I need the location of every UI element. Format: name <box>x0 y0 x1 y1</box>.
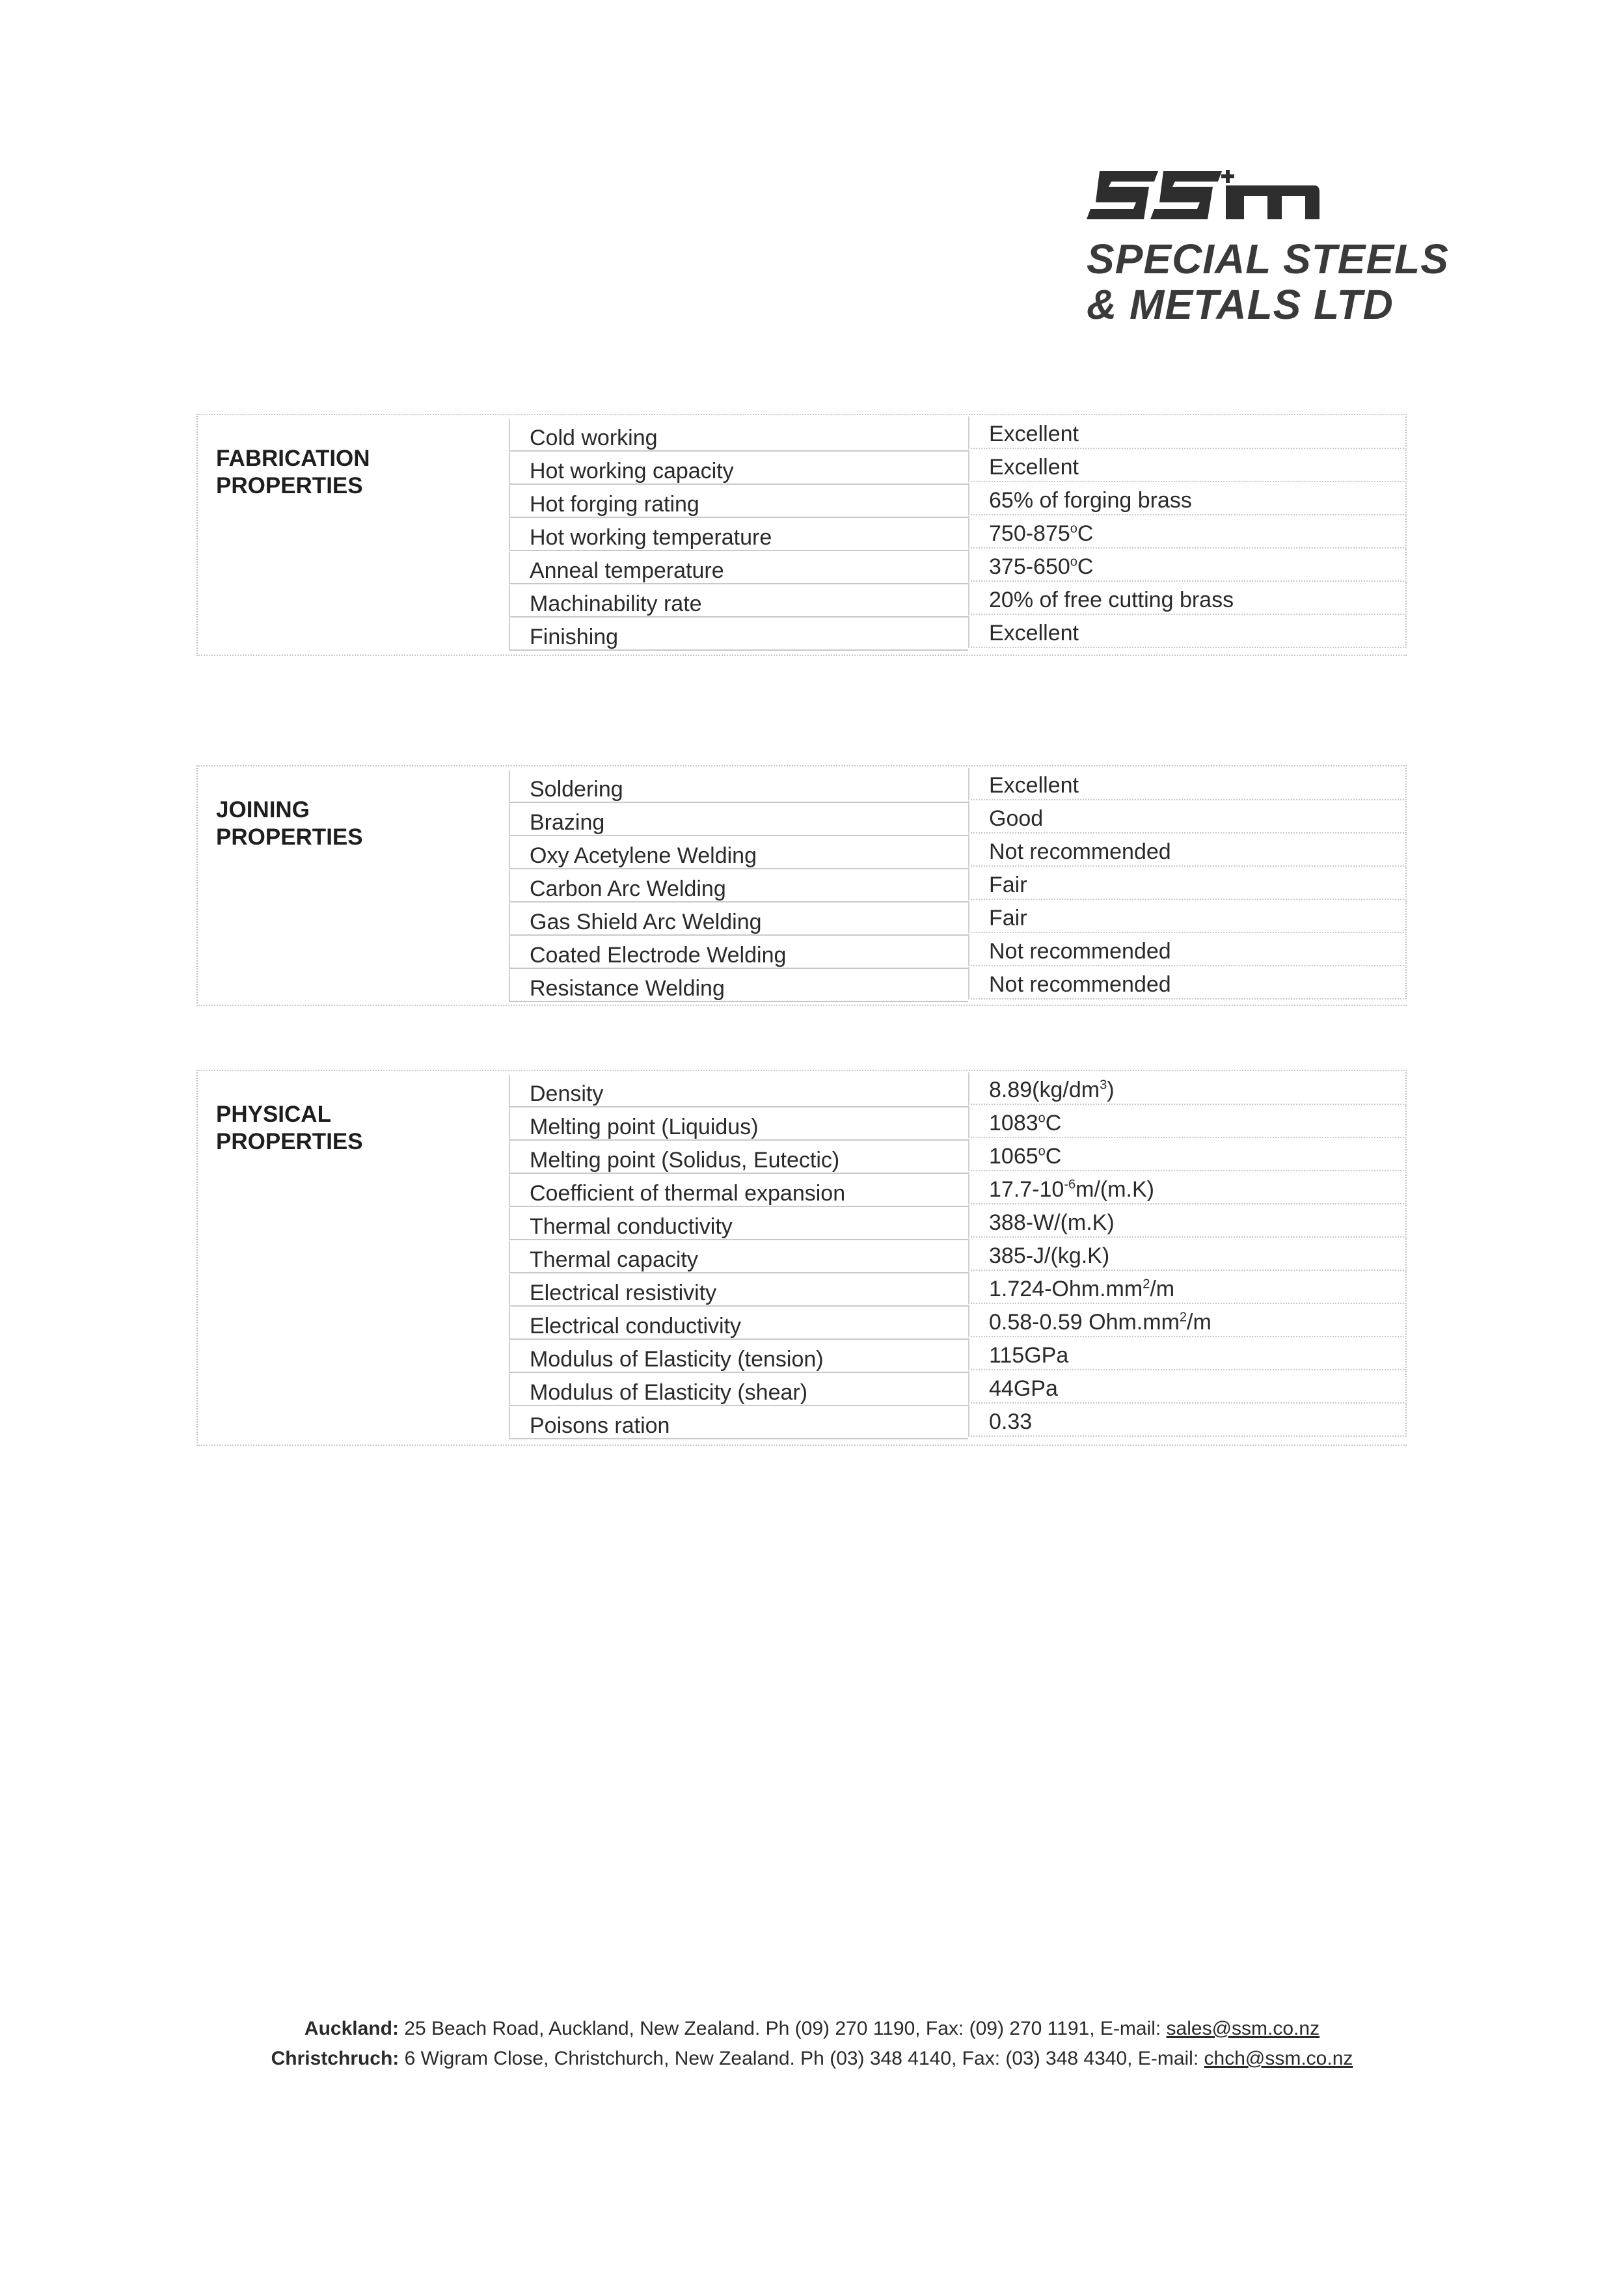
table-row <box>509 1175 1407 1208</box>
property-value <box>968 1172 1407 1204</box>
value-text: 388-W/(m.K) <box>989 1210 1115 1235</box>
property-value <box>968 416 1407 449</box>
value-text: 375-650 <box>989 554 1070 579</box>
property-name: Coefficient of thermal expansion <box>509 1175 968 1207</box>
value-superscript: o <box>1070 521 1077 536</box>
table-row <box>509 1274 1407 1307</box>
table-row <box>509 1407 1407 1440</box>
property-value <box>968 967 1407 999</box>
property-value <box>968 1338 1407 1370</box>
value-text: Fair <box>989 873 1027 897</box>
table-row <box>509 837 1407 870</box>
property-value <box>968 1404 1407 1437</box>
property-name: Modulus of Elasticity (tension) <box>509 1340 968 1373</box>
property-name: Resistance Welding <box>509 970 968 1002</box>
property-name: Brazing <box>509 804 968 836</box>
property-name: Modulus of Elasticity (shear) <box>509 1374 968 1406</box>
property-value <box>968 801 1407 834</box>
table-row <box>509 519 1407 552</box>
value-superscript: 3 <box>1100 1078 1107 1093</box>
company-logo <box>1087 166 1490 327</box>
value-superscript: 2 <box>1179 1310 1187 1325</box>
table-row <box>509 618 1407 651</box>
property-name: Soldering <box>509 770 968 803</box>
footer-auckland <box>0 2014 1624 2044</box>
value-text: 20% of free cutting brass <box>989 588 1234 612</box>
table-row <box>509 452 1407 485</box>
value-unit: /m <box>1150 1277 1175 1301</box>
value-unit: C <box>1045 1144 1062 1169</box>
table-row <box>509 1241 1407 1274</box>
property-name: Thermal capacity <box>509 1241 968 1273</box>
property-name: Electrical resistivity <box>509 1274 968 1307</box>
value-text: Excellent <box>989 621 1079 645</box>
property-value <box>968 1271 1407 1304</box>
value-text: 17.7-10 <box>989 1177 1064 1202</box>
property-name: Cold working <box>509 419 968 452</box>
value-text: Fair <box>989 906 1027 930</box>
value-text: 1083 <box>989 1111 1038 1135</box>
table-row <box>509 770 1407 804</box>
property-name: Density <box>509 1075 968 1107</box>
property-value <box>968 483 1407 515</box>
property-name: Thermal conductivity <box>509 1208 968 1240</box>
property-value <box>968 582 1407 615</box>
property-name: Anneal temperature <box>509 552 968 584</box>
property-name: Poisons ration <box>509 1407 968 1439</box>
value-unit: ) <box>1107 1078 1115 1102</box>
property-name: Finishing <box>509 618 968 651</box>
value-unit: C <box>1077 554 1094 579</box>
value-text: Excellent <box>989 455 1079 480</box>
property-value <box>968 1305 1407 1337</box>
property-name: Hot working temperature <box>509 519 968 551</box>
value-text: Excellent <box>989 422 1079 446</box>
property-name: Hot forging rating <box>509 485 968 518</box>
value-unit: m/(m.K) <box>1076 1177 1154 1202</box>
table-row <box>509 1307 1407 1340</box>
property-name: Melting point (Liquidus) <box>509 1108 968 1141</box>
email-link[interactable]: sales@ssm.co.nz <box>1166 2018 1320 2039</box>
property-value <box>968 834 1407 867</box>
value-text: Not recommended <box>989 839 1171 864</box>
property-value <box>968 901 1407 933</box>
table-row <box>509 970 1407 1003</box>
brand-name-line-2: & METALS LTD <box>1087 281 1394 328</box>
value-text: Good <box>989 806 1044 831</box>
fabrication-properties-table <box>196 414 1407 656</box>
value-text: 385-J/(kg.K) <box>989 1243 1110 1268</box>
value-superscript: -6 <box>1064 1177 1076 1192</box>
table-row <box>509 804 1407 837</box>
value-superscript: o <box>1038 1111 1046 1126</box>
property-value <box>968 867 1407 900</box>
footer-city-label: Christchruch: <box>271 2048 399 2069</box>
property-value <box>968 1371 1407 1404</box>
property-name: Oxy Acetylene Welding <box>509 837 968 869</box>
table-row <box>509 936 1407 970</box>
table-row <box>509 870 1407 903</box>
table-row <box>509 1374 1407 1407</box>
table-row <box>509 1075 1407 1108</box>
footer-contact <box>0 2014 1624 2074</box>
section-label: JOINING PROPERTIES <box>216 797 363 850</box>
table-row <box>509 1340 1407 1374</box>
footer-city-label: Auckland: <box>304 2018 399 2039</box>
property-name: Coated Electrode Welding <box>509 936 968 969</box>
section-label: FABRICATION PROPERTIES <box>216 446 370 498</box>
value-text: Not recommended <box>989 939 1171 964</box>
property-value <box>968 1106 1407 1138</box>
table-row <box>509 485 1407 519</box>
brand-name-line-1: SPECIAL STEELS <box>1087 236 1449 282</box>
property-value <box>968 1139 1407 1171</box>
value-text: 115GPa <box>989 1343 1069 1368</box>
value-superscript: 2 <box>1143 1277 1150 1292</box>
section-label: PHYSICAL PROPERTIES <box>216 1102 363 1154</box>
value-text: 750-875 <box>989 521 1070 546</box>
value-text: Not recommended <box>989 972 1171 997</box>
value-superscript: o <box>1038 1144 1046 1159</box>
property-value <box>968 1238 1407 1271</box>
value-text: 44GPa <box>989 1376 1058 1401</box>
table-row <box>509 1141 1407 1175</box>
property-name: Electrical conductivity <box>509 1307 968 1340</box>
property-value <box>968 616 1407 648</box>
table-row <box>509 903 1407 936</box>
property-value <box>968 768 1407 800</box>
physical-properties-table <box>196 1070 1407 1446</box>
property-value <box>968 1072 1407 1105</box>
value-superscript: o <box>1070 554 1077 569</box>
property-name: Carbon Arc Welding <box>509 870 968 903</box>
email-link[interactable]: chch@ssm.co.nz <box>1204 2048 1353 2069</box>
property-name: Hot working capacity <box>509 452 968 485</box>
property-value <box>968 1205 1407 1238</box>
footer-address: 25 Beach Road, Auckland, New Zealand. Ph (09) 270 1190, Fax: (09) 270 1191, E-mail: <box>398 2018 1167 2039</box>
value-text: 8.89(kg/dm <box>989 1078 1100 1102</box>
value-text: 1.724-Ohm.mm <box>989 1277 1143 1301</box>
joining-properties-table <box>196 765 1407 1006</box>
footer-christchurch <box>0 2044 1624 2074</box>
footer-address: 6 Wigram Close, Christchurch, New Zealand. Ph (03) 348 4140, Fax: (03) 348 4340, E-mail: <box>399 2048 1204 2069</box>
value-unit: C <box>1045 1111 1062 1135</box>
table-row <box>509 1108 1407 1141</box>
table-row <box>509 1208 1407 1241</box>
property-name: Machinability rate <box>509 585 968 618</box>
value-unit: /m <box>1187 1310 1211 1335</box>
table-row <box>509 552 1407 585</box>
ssm-logo-mark <box>1087 166 1321 224</box>
table-row <box>509 585 1407 618</box>
value-text: 65% of forging brass <box>989 488 1192 513</box>
property-value <box>968 934 1407 966</box>
property-name: Gas Shield Arc Welding <box>509 903 968 936</box>
value-text: 0.58-0.59 Ohm.mm <box>989 1310 1180 1335</box>
property-name: Melting point (Solidus, Eutectic) <box>509 1141 968 1174</box>
property-value <box>968 549 1407 582</box>
value-text: 0.33 <box>989 1409 1033 1434</box>
value-text: Excellent <box>989 773 1079 798</box>
value-unit: C <box>1077 521 1094 546</box>
table-row <box>509 419 1407 452</box>
value-text: 1065 <box>989 1144 1038 1169</box>
property-value <box>968 450 1407 482</box>
property-value <box>968 516 1407 549</box>
